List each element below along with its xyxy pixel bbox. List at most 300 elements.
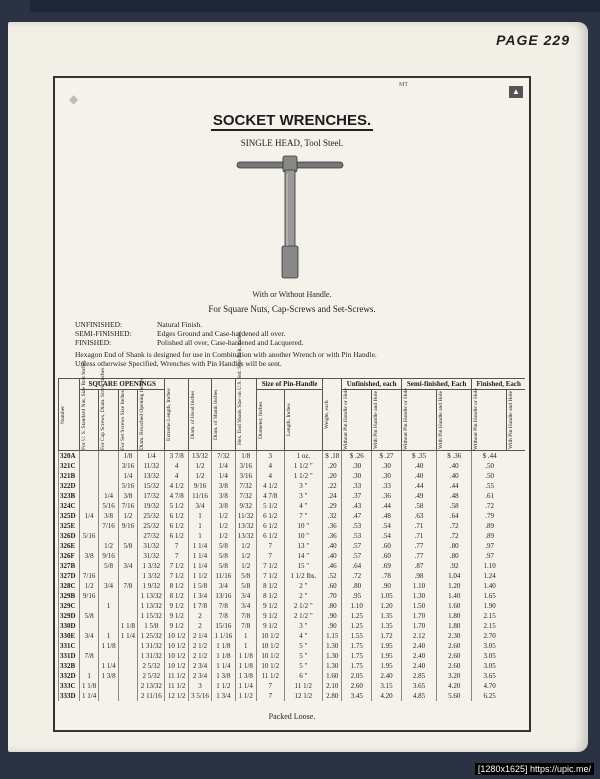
table-cell: 1 1/2	[235, 691, 256, 701]
table-row	[59, 651, 526, 661]
table-cell	[79, 521, 98, 531]
table-cell: 5/16	[99, 501, 118, 511]
table-cell: 7/32	[212, 451, 235, 462]
table-cell: 1.10	[342, 601, 372, 611]
packing-note: Packed Loose.	[268, 712, 316, 721]
table-cell: 1 5/8	[138, 621, 165, 631]
table-cell: 4 1/2	[256, 481, 284, 491]
table-cell: 10 1/2	[256, 661, 284, 671]
table-cell: .72	[342, 571, 372, 581]
table-cell: 1/2	[188, 461, 211, 471]
table-cell: 1.95	[372, 641, 402, 651]
table-cell: 4 7/8	[256, 491, 284, 501]
table-cell	[118, 681, 137, 691]
table-cell: 13/16	[212, 591, 235, 601]
table-cell: 1.30	[323, 651, 342, 661]
group-header-square-openings: SQUARE OPENINGS	[79, 379, 165, 390]
table-cell: 11/32	[138, 461, 165, 471]
table-cell: 1 31/32	[138, 651, 165, 661]
table-cell: 1 1/8	[99, 641, 118, 651]
table-cell: .29	[323, 501, 342, 511]
table-cell: 1.25	[342, 621, 372, 631]
table-row	[59, 641, 526, 651]
table-cell: 333D	[59, 691, 80, 701]
table-cell: 5/8	[99, 561, 118, 571]
table-cell: 10 1/2	[165, 661, 188, 671]
table-cell: 1.35	[372, 621, 402, 631]
table-cell: 13/32	[235, 521, 256, 531]
table-cell: 1/2	[79, 581, 98, 591]
table-cell	[118, 661, 137, 671]
table-cell: 1	[235, 641, 256, 651]
table-cell: 1 1/8	[212, 641, 235, 651]
table-cell: 12 1/2	[284, 691, 323, 701]
table-cell: 2.80	[323, 691, 342, 701]
table-cell: 2.12	[401, 631, 436, 641]
table-header: For U. S. Standard Nut, Size Bolt Inches	[79, 390, 98, 451]
table-cell: .89	[472, 531, 507, 541]
table-cell: 4	[165, 471, 188, 481]
table-cell: 19/32	[138, 501, 165, 511]
table-cell: 1 1/8	[235, 661, 256, 671]
table-cell	[118, 601, 137, 611]
table-cell: 1 1/8	[118, 621, 137, 631]
table-cell: .92	[437, 561, 472, 571]
table-cell: 327D	[59, 571, 80, 581]
table-cell: 12 1/2	[165, 691, 188, 701]
table-cell: 10 "	[284, 531, 323, 541]
table-cell: 1 3/8	[99, 671, 118, 681]
table-cell: 3.20	[437, 671, 472, 681]
table-cell: .71	[401, 531, 436, 541]
table-cell: 1.75	[342, 651, 372, 661]
table-cell: .53	[342, 531, 372, 541]
table-cell: 1.35	[372, 611, 402, 621]
table-cell: 3/8	[79, 551, 98, 561]
table-cell: 7/8	[235, 621, 256, 631]
table-cell: 11/16	[212, 571, 235, 581]
table-cell: 3 5/16	[188, 691, 211, 701]
table-cell: .53	[342, 521, 372, 531]
table-cell	[79, 451, 98, 462]
table-cell: 5 "	[284, 641, 323, 651]
table-cell	[118, 551, 137, 561]
table-cell: 330D	[59, 621, 80, 631]
table-cell: .54	[372, 521, 402, 531]
table-cell: 1 1/4	[188, 561, 211, 571]
table-cell: 3 "	[284, 491, 323, 501]
table-cell: 1.50	[401, 601, 436, 611]
page-title	[55, 112, 529, 129]
table-cell: 7/8	[118, 581, 137, 591]
table-cell: 1 1/2 "	[284, 461, 323, 471]
table-cell: 3.05	[472, 661, 507, 671]
table-cell: 2.15	[472, 611, 507, 621]
table-header: With Pin Handle and Hole	[372, 390, 402, 451]
table-cell: .22	[323, 481, 342, 491]
table-group-header-row	[59, 379, 526, 390]
table-cell: 13 "	[284, 541, 323, 551]
table-cell: .77	[401, 551, 436, 561]
table-cell: .40	[323, 551, 342, 561]
table-cell: .44	[372, 501, 402, 511]
table-cell: 1.95	[372, 651, 402, 661]
table-cell: 1.80	[437, 611, 472, 621]
table-cell: 1.65	[472, 591, 507, 601]
table-cell: 2.40	[401, 651, 436, 661]
table-row	[59, 591, 526, 601]
table-cell	[99, 531, 118, 541]
table-cell: 1.55	[342, 631, 372, 641]
table-cell: .80	[342, 581, 372, 591]
table-cell: 2.15	[472, 621, 507, 631]
table-cell: 11 1/2	[284, 681, 323, 691]
table-cell: 5/16	[79, 531, 98, 541]
table-cell: 2.60	[437, 641, 472, 651]
table-cell: .57	[342, 551, 372, 561]
table-cell: 1.90	[472, 601, 507, 611]
table-header: Length, Inches	[284, 390, 323, 451]
table-cell: 31/32	[138, 551, 165, 561]
group-header-pin-handle: Size of Pin-Handle	[256, 379, 322, 390]
finish-value: Polished all over, Case-hardened and Lacquered.	[157, 338, 304, 347]
table-cell	[79, 621, 98, 631]
table-cell: 13/32	[188, 451, 211, 462]
table-row	[59, 481, 526, 491]
page-number: PAGE 229	[496, 32, 570, 48]
table-header: Weight, each	[323, 379, 342, 451]
table-cell: 1/8	[235, 451, 256, 462]
table-cell: 5/16	[118, 481, 137, 491]
faded-emblem-icon: ◆	[69, 92, 79, 106]
table-cell: 320A	[59, 451, 80, 462]
table-cell: 7	[256, 551, 284, 561]
table-cell: 9 1/2	[256, 611, 284, 621]
table-cell: 2 1/2	[188, 651, 211, 661]
table-cell: 3/8	[212, 481, 235, 491]
table-cell: .87	[401, 561, 436, 571]
table-cell: 7/8	[235, 611, 256, 621]
table-cell: .60	[372, 551, 402, 561]
table-cell: 9/16	[99, 551, 118, 561]
table-cell: 10 1/2	[256, 641, 284, 651]
table-cell: 9/16	[188, 481, 211, 491]
table-cell: 4.85	[401, 691, 436, 701]
table-cell: 10 1/2	[165, 651, 188, 661]
table-cell: 3/8	[212, 491, 235, 501]
note-line: Unless otherwise Specified, Wrenches with Pin Handles will be sent.	[75, 359, 282, 368]
table-cell: 4 7/8	[165, 491, 188, 501]
table-cell: 5/8	[118, 541, 137, 551]
table-cell: 1.75	[342, 661, 372, 671]
table-cell: 1	[235, 631, 256, 641]
table-cell: 1 1/4	[212, 661, 235, 671]
table-cell: 6 1/2	[165, 521, 188, 531]
table-header: Without Pin Handle or Hole	[472, 390, 507, 451]
table-row	[59, 491, 526, 501]
table-cell: 3.65	[401, 681, 436, 691]
table-cell: .48	[437, 491, 472, 501]
table-header: Without Pin Handle or Hole	[401, 390, 436, 451]
finish-value: Natural Finish.	[157, 320, 202, 329]
table-cell: 7/32	[235, 491, 256, 501]
table-cell: 3/8	[212, 501, 235, 511]
table-cell	[79, 461, 98, 471]
table-cell: 4	[256, 471, 284, 481]
table-cell: .54	[372, 531, 402, 541]
table-cell: 6.25	[472, 691, 507, 701]
table-cell: 321B	[59, 471, 80, 481]
table-cell: .90	[323, 611, 342, 621]
table-cell: 4 "	[284, 501, 323, 511]
table-cell: 2.60	[437, 661, 472, 671]
table-cell: .47	[342, 511, 372, 521]
table-cell: 1.75	[342, 641, 372, 651]
table-cell: .95	[342, 591, 372, 601]
table-cell: 2 13/32	[138, 681, 165, 691]
table-cell: 2.40	[401, 641, 436, 651]
table-header: With Pin Handle and Hole	[437, 390, 472, 451]
table-cell: 1 3/8	[235, 671, 256, 681]
table-header: Diam. Broached Opening Inches	[138, 390, 165, 451]
table-cell: 3/4	[188, 501, 211, 511]
table-cell: .52	[323, 571, 342, 581]
table-cell: 3.45	[342, 691, 372, 701]
table-cell: 1/2	[99, 541, 118, 551]
table-cell: .30	[342, 461, 372, 471]
table-cell: 9 1/2	[165, 621, 188, 631]
table-cell	[99, 611, 118, 621]
table-cell: 13/32	[235, 531, 256, 541]
finish-definitions	[75, 320, 304, 347]
table-header: Extreme Length, Inches	[165, 379, 188, 451]
table-cell: 25/32	[138, 511, 165, 521]
table-cell: 329D	[59, 611, 80, 621]
table-cell: 325E	[59, 521, 80, 531]
table-cell: 1/8	[118, 451, 137, 462]
table-cell: 7/8	[79, 651, 98, 661]
table-cell: .50	[472, 471, 507, 481]
table-cell: 11 1/2	[165, 681, 188, 691]
table-cell	[118, 651, 137, 661]
table-cell: 2	[188, 611, 211, 621]
group-header-finished: Finished, Each	[472, 379, 525, 390]
table-cell: 3/16	[235, 461, 256, 471]
table-cell: 7 1/2	[256, 561, 284, 571]
table-cell: 2 1/2 "	[284, 611, 323, 621]
table-cell: 7/16	[79, 571, 98, 581]
table-cell: .60	[323, 581, 342, 591]
table-cell: .40	[437, 461, 472, 471]
table-cell: .71	[401, 521, 436, 531]
table-row	[59, 581, 526, 591]
table-cell: 1/4	[118, 471, 137, 481]
watermark: [1280x1625] https://upic.me/	[475, 763, 594, 775]
table-cell: 7 1/2	[165, 561, 188, 571]
table-cell: 10 1/2	[165, 641, 188, 651]
table-row	[59, 551, 526, 561]
table-cell	[99, 681, 118, 691]
table-cell: 1 9/32	[138, 581, 165, 591]
table-cell: .55	[472, 481, 507, 491]
table-cell: 7	[256, 541, 284, 551]
catalog-frame	[53, 76, 531, 732]
table-cell: 6 1/2	[256, 521, 284, 531]
table-cell: 2.40	[372, 671, 402, 681]
table-header: Hex. End Shank Size on U.S. Std. Size Bolt, Inches	[235, 379, 256, 451]
table-cell: 326F	[59, 551, 80, 561]
table-cell: .50	[472, 461, 507, 471]
table-cell: 2.70	[472, 631, 507, 641]
table-row	[59, 561, 526, 571]
finish-key: FINISHED:	[75, 338, 112, 347]
table-cell: 5/8	[212, 541, 235, 551]
table-cell: 1/4	[79, 511, 98, 521]
table-row	[59, 521, 526, 531]
table-cell: 7/8	[212, 601, 235, 611]
table-cell: 2 "	[284, 581, 323, 591]
table-cell: 2 5/32	[138, 671, 165, 681]
table-cell: .48	[372, 511, 402, 521]
table-cell: 1 3/4	[188, 591, 211, 601]
table-cell	[118, 611, 137, 621]
table-cell: 3.15	[372, 681, 402, 691]
table-cell: 9/32	[235, 501, 256, 511]
table-cell: 2.60	[342, 681, 372, 691]
table-cell: 326D	[59, 531, 80, 541]
table-cell	[99, 471, 118, 481]
table-cell: 3/4	[99, 581, 118, 591]
finish-row	[75, 320, 304, 329]
table-cell	[79, 471, 98, 481]
table-cell: 7/8	[212, 611, 235, 621]
table-cell: 1/2	[235, 541, 256, 551]
table-row	[59, 661, 526, 671]
table-cell: 1.15	[323, 631, 342, 641]
table-cell: 11 1/2	[165, 671, 188, 681]
table-cell: 3/4	[212, 581, 235, 591]
table-cell: 1.04	[437, 571, 472, 581]
note-line: Hexagon End of Shank is designed for use in Combination with another Wrench or with Pin Handle.	[75, 350, 377, 359]
table-cell: 2 "	[284, 591, 323, 601]
table-cell: 1.60	[437, 601, 472, 611]
table-cell: .64	[437, 511, 472, 521]
table-cell: 1 1/2	[188, 571, 211, 581]
usage-notes	[75, 350, 515, 368]
table-cell: 3/8	[118, 491, 137, 501]
table-cell: 6 1/2	[165, 531, 188, 541]
table-cell: .97	[472, 541, 507, 551]
table-cell: 5 1/2	[165, 501, 188, 511]
table-cell: 1 oz.	[284, 451, 323, 462]
table-cell: 1.70	[401, 611, 436, 621]
table-cell: 10 "	[284, 521, 323, 531]
table-cell: .70	[323, 591, 342, 601]
table-cell: 9 1/2	[256, 601, 284, 611]
table-cell	[118, 671, 137, 681]
table-cell: 7/16	[99, 521, 118, 531]
table-cell: 15/16	[212, 621, 235, 631]
table-cell: 1.80	[437, 621, 472, 631]
table-cell: 330E	[59, 631, 80, 641]
table-cell	[79, 501, 98, 511]
table-cell: 11/16	[188, 491, 211, 501]
table-cell: .72	[437, 521, 472, 531]
table-cell: 27/32	[138, 531, 165, 541]
table-cell: 15 "	[284, 561, 323, 571]
table-cell: .78	[372, 571, 402, 581]
table-cell	[99, 651, 118, 661]
table-cell: .36	[323, 531, 342, 541]
table-cell: 1 1/2 "	[284, 471, 323, 481]
table-cell: 328C	[59, 581, 80, 591]
table-cell	[99, 621, 118, 631]
table-cell: 11 1/2	[256, 671, 284, 681]
table-cell: 1/2	[235, 551, 256, 561]
table-cell: 2 1/2 "	[284, 601, 323, 611]
table-cell: 3.65	[472, 671, 507, 681]
catalog-page	[8, 22, 588, 752]
table-cell: .58	[437, 501, 472, 511]
table-cell: 3.05	[472, 641, 507, 651]
table-row	[59, 571, 526, 581]
table-cell: .24	[323, 491, 342, 501]
table-row	[59, 451, 526, 462]
table-cell: .60	[372, 541, 402, 551]
finish-row	[75, 338, 304, 347]
table-cell: $ .36	[437, 451, 472, 462]
table-cell: .90	[372, 581, 402, 591]
table-cell: 322D	[59, 481, 80, 491]
table-cell: 3.05	[472, 651, 507, 661]
table-body	[59, 451, 526, 702]
table-row	[59, 691, 526, 701]
table-cell: 321C	[59, 461, 80, 471]
table-cell: 1.40	[472, 581, 507, 591]
finish-value: Edges Ground and Case-hardened all over.	[157, 329, 286, 338]
table-cell	[118, 691, 137, 701]
table-cell: .37	[342, 491, 372, 501]
table-cell: 1/4	[99, 491, 118, 501]
table-cell: 1.72	[372, 631, 402, 641]
catalog-code: MT	[399, 82, 408, 88]
table-row	[59, 671, 526, 681]
table-cell: 2.30	[437, 631, 472, 641]
table-cell: 10 1/2	[256, 631, 284, 641]
table-cell: 1/2	[212, 531, 235, 541]
table-row	[59, 471, 526, 481]
table-cell: 6 1/2	[256, 511, 284, 521]
table-cell: 8 1/2	[256, 591, 284, 601]
table-cell: 1 3/32	[138, 571, 165, 581]
table-cell: 2 11/16	[138, 691, 165, 701]
table-cell: .44	[437, 481, 472, 491]
table-row	[59, 621, 526, 631]
table-cell: 1/4	[212, 461, 235, 471]
table-cell	[79, 491, 98, 501]
table-cell: 1/4	[138, 451, 165, 462]
table-cell: 1 1/4	[118, 631, 137, 641]
table-cell: 329C	[59, 601, 80, 611]
table-cell: 1	[79, 671, 98, 681]
table-header: With Pin Handle and Hole	[507, 390, 525, 451]
table-cell: 4	[165, 461, 188, 471]
table-cell: 7 1/2	[165, 571, 188, 581]
table-cell: 2 3/4	[188, 671, 211, 681]
table-cell: 3	[188, 681, 211, 691]
page-subtitle: SINGLE HEAD, Tool Steel.	[240, 138, 344, 148]
table-cell: 325D	[59, 511, 80, 521]
